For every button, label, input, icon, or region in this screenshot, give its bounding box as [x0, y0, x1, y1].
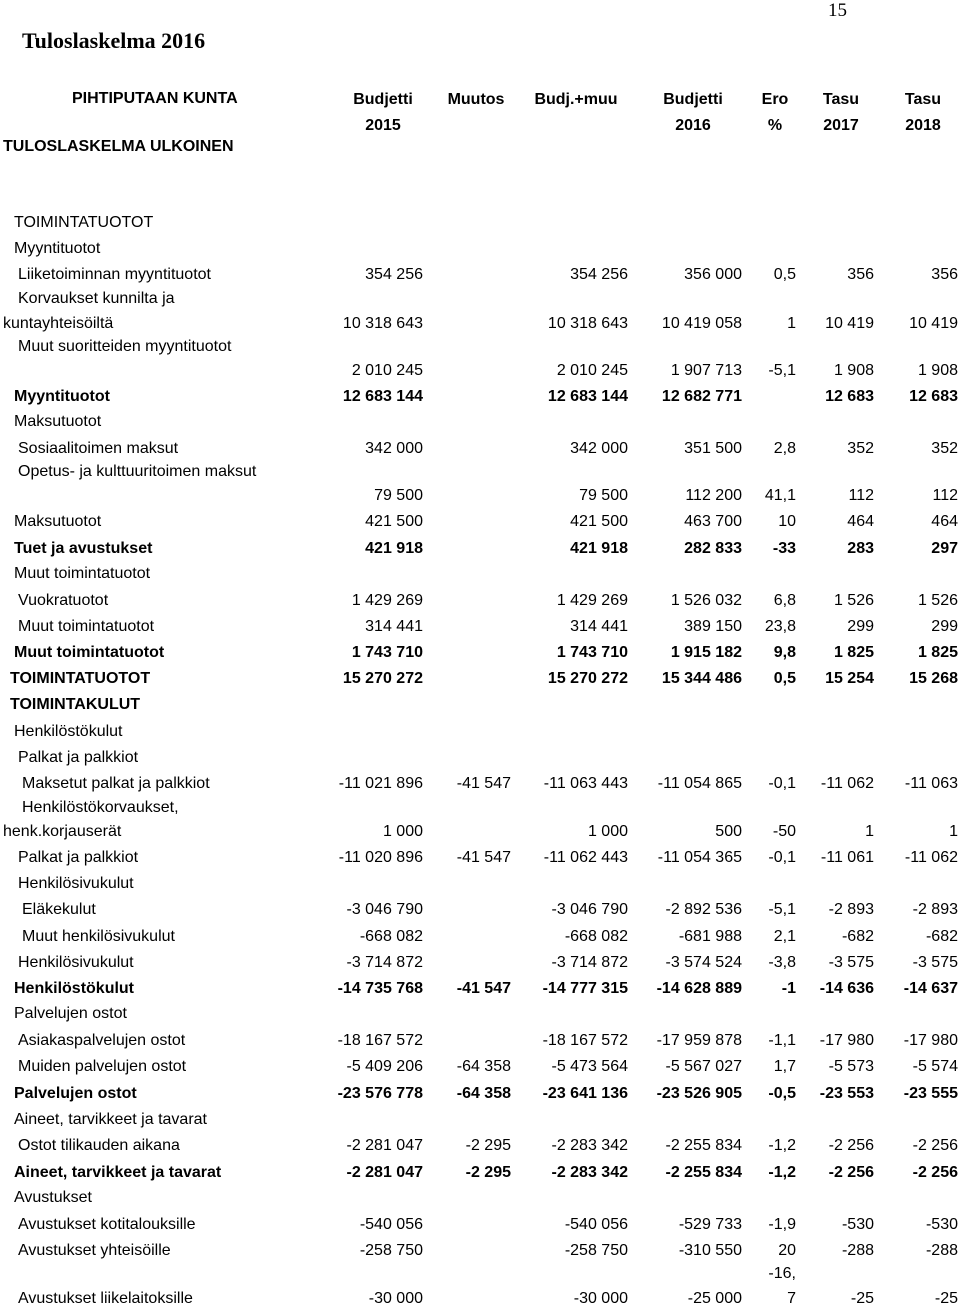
- budjetti-2016-cell: 351 500: [684, 440, 742, 457]
- tasu-2018-cell: -2 256: [912, 1164, 958, 1181]
- tasu-2018-cell: -2 893: [912, 901, 958, 918]
- row-label: Henkilöstökulut: [14, 723, 123, 740]
- ero-percent-cell: 0,5: [773, 266, 796, 283]
- row-label: kuntayhteisöiltä: [3, 315, 114, 332]
- tasu-2018-cell: 352: [931, 440, 958, 457]
- budjetti-2016-cell: -2 255 834: [665, 1164, 742, 1181]
- ero-percent-cell: -3,8: [768, 954, 796, 971]
- budj-muu-cell: 79 500: [579, 487, 628, 504]
- row-label: TOIMINTATUOTOT: [14, 214, 154, 231]
- ero-percent-cell: -16,: [768, 1265, 796, 1282]
- budj-muu-cell: -668 082: [564, 928, 628, 945]
- tasu-2018-cell: -288: [925, 1242, 958, 1259]
- column-header-line1: Muutos: [447, 91, 505, 108]
- tasu-2018-cell: 15 268: [909, 670, 958, 687]
- column-header-line2: 2018: [905, 117, 941, 134]
- tasu-2018-cell: -17 980: [903, 1032, 958, 1049]
- ero-percent-cell: -0,1: [768, 849, 796, 866]
- budjetti-2015-cell: -2 281 047: [346, 1164, 423, 1181]
- column-header-line1: Budjetti: [663, 91, 723, 108]
- row-label: Opetus- ja kulttuuritoimen maksut: [18, 463, 257, 480]
- budjetti-2015-cell: 314 441: [365, 618, 423, 635]
- ero-percent-cell: 2,1: [773, 928, 796, 945]
- ero-percent-cell: -1,2: [768, 1164, 796, 1181]
- budj-muu-cell: -3 714 872: [551, 954, 628, 971]
- budjetti-2015-cell: 421 500: [365, 513, 423, 530]
- muutos-cell: -2 295: [465, 1164, 511, 1181]
- budjetti-2016-cell: -25 000: [687, 1290, 742, 1307]
- budjetti-2015-cell: -23 576 778: [337, 1085, 423, 1102]
- ero-percent-cell: 9,8: [773, 644, 796, 661]
- tasu-2017-cell: -2 256: [828, 1164, 874, 1181]
- tasu-2018-cell: -682: [925, 928, 958, 945]
- muutos-cell: -2 295: [465, 1137, 511, 1154]
- column-header-line1: Tasu: [904, 91, 942, 108]
- budjetti-2016-cell: -2 892 536: [665, 901, 742, 918]
- ero-percent-cell: 23,8: [764, 618, 796, 635]
- budjetti-2016-cell: 15 344 486: [661, 670, 742, 687]
- budjetti-2016-cell: 12 682 771: [661, 388, 742, 405]
- row-label: Aineet, tarvikkeet ja tavarat: [14, 1111, 207, 1128]
- budjetti-2015-cell: -18 167 572: [337, 1032, 423, 1049]
- row-label: Vuokratuotot: [18, 592, 109, 609]
- row-label: Myyntituotot: [14, 388, 110, 405]
- column-header-line1: Budjetti: [353, 91, 413, 108]
- budjetti-2016-cell: 282 833: [684, 540, 742, 557]
- report-name: TULOSLASKELMA ULKOINEN: [3, 138, 234, 155]
- tasu-2017-cell: 352: [847, 440, 874, 457]
- row-label: Henkilöstökulut: [14, 980, 135, 997]
- budj-muu-cell: -5 473 564: [551, 1058, 628, 1075]
- tasu-2017-cell: -11 062: [820, 775, 874, 792]
- tasu-2017-cell: -530: [841, 1216, 874, 1233]
- budj-muu-cell: 1 743 710: [556, 644, 628, 661]
- ero-percent-cell: -1,9: [768, 1216, 796, 1233]
- page-title: Tuloslaskelma 2016: [22, 28, 206, 53]
- tasu-2017-cell: -5 573: [828, 1058, 874, 1075]
- budjetti-2015-cell: 421 918: [365, 540, 423, 557]
- budj-muu-cell: 342 000: [570, 440, 628, 457]
- budj-muu-cell: 1 000: [587, 823, 628, 840]
- budjetti-2015-cell: 12 683 144: [342, 388, 423, 405]
- row-label: TOIMINTATUOTOT: [10, 670, 151, 687]
- row-label: Ostot tilikauden aikana: [18, 1137, 180, 1154]
- budj-muu-cell: -30 000: [573, 1290, 628, 1307]
- budjetti-2015-cell: 10 318 643: [342, 315, 423, 332]
- budjetti-2015-cell: -3 714 872: [346, 954, 423, 971]
- budjetti-2016-cell: 500: [715, 823, 742, 840]
- column-header-line2: %: [767, 117, 783, 134]
- column-header-line2: 2015: [365, 117, 401, 134]
- budj-muu-cell: -18 167 572: [542, 1032, 628, 1049]
- ero-percent-cell: -1,1: [768, 1032, 796, 1049]
- ero-percent-cell: 7: [787, 1290, 796, 1307]
- budjetti-2016-cell: -2 255 834: [665, 1137, 742, 1154]
- budj-muu-cell: -540 056: [564, 1216, 628, 1233]
- tasu-2017-cell: 15 254: [825, 670, 874, 687]
- tasu-2017-cell: 1: [865, 823, 874, 840]
- tasu-2017-cell: -2 256: [828, 1137, 874, 1154]
- budj-muu-cell: -2 283 342: [551, 1164, 628, 1181]
- tasu-2017-cell: 1 825: [833, 644, 874, 661]
- budj-muu-cell: 15 270 272: [547, 670, 628, 687]
- budjetti-2016-cell: -17 959 878: [656, 1032, 742, 1049]
- tasu-2018-cell: -11 063: [904, 775, 958, 792]
- budjetti-2015-cell: -11 021 896: [338, 775, 423, 792]
- tasu-2018-cell: 112: [932, 487, 958, 504]
- row-label: Tuet ja avustukset: [14, 540, 153, 557]
- row-label: Sosiaalitoimen maksut: [18, 440, 179, 457]
- tasu-2018-cell: -530: [925, 1216, 958, 1233]
- budjetti-2016-cell: 1 907 713: [670, 362, 742, 379]
- ero-percent-cell: -1: [781, 980, 796, 997]
- budjetti-2015-cell: 1 429 269: [351, 592, 423, 609]
- column-header-line2: 2017: [823, 117, 859, 134]
- row-label: Avustukset yhteisöille: [18, 1242, 171, 1259]
- budj-muu-cell: 12 683 144: [547, 388, 628, 405]
- tasu-2017-cell: 464: [847, 513, 874, 530]
- row-label: Aineet, tarvikkeet ja tavarat: [14, 1164, 222, 1181]
- budjetti-2016-cell: -14 628 889: [656, 980, 742, 997]
- budj-muu-cell: 1 429 269: [556, 592, 628, 609]
- tasu-2017-cell: -17 980: [819, 1032, 874, 1049]
- tasu-2018-cell: 1 908: [917, 362, 958, 379]
- row-label: henk.korjauserät: [3, 823, 122, 840]
- column-header-line1: Ero: [761, 91, 789, 108]
- ero-percent-cell: 1,7: [773, 1058, 796, 1075]
- tasu-2018-cell: -5 574: [912, 1058, 958, 1075]
- budj-muu-cell: -11 063 443: [543, 775, 628, 792]
- tasu-2018-cell: -2 256: [912, 1137, 958, 1154]
- row-label: Muut suoritteiden myyntituotot: [18, 338, 232, 355]
- tasu-2017-cell: 112: [848, 487, 874, 504]
- tasu-2018-cell: -25: [934, 1290, 958, 1307]
- tasu-2018-cell: 464: [931, 513, 958, 530]
- tasu-2017-cell: -288: [841, 1242, 874, 1259]
- ero-percent-cell: 2,8: [773, 440, 796, 457]
- ero-percent-cell: -1,2: [768, 1137, 796, 1154]
- budj-muu-cell: -14 777 315: [542, 980, 628, 997]
- tasu-2018-cell: -3 575: [912, 954, 958, 971]
- ero-percent-cell: 6,8: [773, 592, 796, 609]
- budjetti-2015-cell: -11 020 896: [338, 849, 423, 866]
- tasu-2017-cell: -2 893: [828, 901, 874, 918]
- budjetti-2015-cell: 15 270 272: [342, 670, 423, 687]
- row-label: Maksetut palkat ja palkkiot: [22, 775, 210, 792]
- ero-percent-cell: 1: [787, 315, 796, 332]
- ero-percent-cell: 10: [778, 513, 796, 530]
- budjetti-2015-cell: 354 256: [365, 266, 423, 283]
- page-number: 15: [828, 0, 847, 21]
- ero-percent-cell: -5,1: [768, 362, 796, 379]
- budj-muu-cell: 2 010 245: [556, 362, 628, 379]
- row-label: Muut henkilösivukulut: [22, 928, 175, 945]
- row-label: Muut toimintatuotot: [18, 618, 155, 635]
- budjetti-2015-cell: -540 056: [359, 1216, 423, 1233]
- budj-muu-cell: -11 062 443: [543, 849, 628, 866]
- budjetti-2015-cell: 79 500: [374, 487, 423, 504]
- row-label: Avustukset kotitalouksille: [18, 1216, 196, 1233]
- tasu-2017-cell: 1 526: [833, 592, 874, 609]
- budjetti-2015-cell: -30 000: [368, 1290, 423, 1307]
- ero-percent-cell: 20: [778, 1242, 796, 1259]
- tasu-2017-cell: -682: [841, 928, 874, 945]
- tasu-2018-cell: 297: [931, 540, 958, 557]
- column-header-line1: Tasu: [822, 91, 860, 108]
- budjetti-2016-cell: 10 419 058: [661, 315, 742, 332]
- budj-muu-cell: -2 283 342: [551, 1137, 628, 1154]
- tasu-2017-cell: 10 419: [825, 315, 874, 332]
- tasu-2018-cell: -14 637: [903, 980, 958, 997]
- row-label: Henkilösivukulut: [18, 875, 134, 892]
- budjetti-2015-cell: -5 409 206: [346, 1058, 423, 1075]
- column-header-line1: Budj.+muu: [534, 91, 618, 108]
- row-label: TOIMINTAKULUT: [10, 696, 141, 713]
- tasu-2017-cell: 283: [847, 540, 874, 557]
- row-label: Henkilöstökorvaukset,: [22, 799, 179, 816]
- budjetti-2015-cell: -668 082: [359, 928, 423, 945]
- budjetti-2016-cell: -529 733: [678, 1216, 742, 1233]
- row-label: Palkat ja palkkiot: [18, 749, 139, 766]
- budjetti-2016-cell: -11 054 865: [657, 775, 742, 792]
- tasu-2017-cell: -11 061: [820, 849, 874, 866]
- budjetti-2016-cell: -681 988: [678, 928, 742, 945]
- row-label: Asiakaspalvelujen ostot: [18, 1032, 186, 1049]
- budjetti-2015-cell: -258 750: [359, 1242, 423, 1259]
- row-label: Palvelujen ostot: [14, 1005, 127, 1022]
- ero-percent-cell: 0,5: [773, 670, 796, 687]
- tasu-2017-cell: -3 575: [828, 954, 874, 971]
- budj-muu-cell: 314 441: [570, 618, 628, 635]
- budjetti-2016-cell: 389 150: [684, 618, 742, 635]
- muutos-cell: -41 547: [456, 980, 511, 997]
- budjetti-2016-cell: -310 550: [678, 1242, 742, 1259]
- tasu-2017-cell: -14 636: [819, 980, 874, 997]
- tasu-2018-cell: -11 062: [904, 849, 958, 866]
- budj-muu-cell: -258 750: [564, 1242, 628, 1259]
- budjetti-2016-cell: 1 915 182: [670, 644, 742, 661]
- budjetti-2015-cell: -3 046 790: [346, 901, 423, 918]
- row-label: Avustukset liikelaitoksille: [18, 1290, 193, 1307]
- column-header-line2: 2016: [675, 117, 711, 134]
- budj-muu-cell: -23 641 136: [542, 1085, 628, 1102]
- budjetti-2015-cell: 1 743 710: [351, 644, 423, 661]
- budj-muu-cell: 354 256: [570, 266, 628, 283]
- tasu-2017-cell: 299: [847, 618, 874, 635]
- muutos-cell: -41 547: [456, 775, 511, 792]
- muutos-cell: -64 358: [456, 1058, 511, 1075]
- row-label: Henkilösivukulut: [18, 954, 134, 971]
- ero-percent-cell: -50: [772, 823, 796, 840]
- budj-muu-cell: 421 500: [570, 513, 628, 530]
- row-label: Liiketoiminnan myyntituotot: [18, 266, 211, 283]
- tasu-2018-cell: 1 825: [917, 644, 958, 661]
- ero-percent-cell: 41,1: [764, 487, 796, 504]
- tasu-2018-cell: 1 526: [917, 592, 958, 609]
- organization-name: PIHTIPUTAAN KUNTA: [72, 90, 238, 107]
- budjetti-2016-cell: 463 700: [684, 513, 742, 530]
- tasu-2017-cell: -25: [850, 1290, 874, 1307]
- budjetti-2015-cell: -14 735 768: [337, 980, 423, 997]
- row-label: Avustukset: [14, 1189, 92, 1206]
- ero-percent-cell: -0,5: [768, 1085, 796, 1102]
- ero-percent-cell: -33: [772, 540, 796, 557]
- budjetti-2016-cell: -5 567 027: [665, 1058, 742, 1075]
- tasu-2017-cell: 356: [847, 266, 874, 283]
- budjetti-2015-cell: 1 000: [382, 823, 423, 840]
- ero-percent-cell: -5,1: [768, 901, 796, 918]
- budjetti-2015-cell: -2 281 047: [346, 1137, 423, 1154]
- budjetti-2016-cell: -11 054 365: [657, 849, 742, 866]
- tasu-2017-cell: -23 553: [819, 1085, 874, 1102]
- muutos-cell: -41 547: [456, 849, 511, 866]
- row-label: Eläkekulut: [22, 901, 96, 918]
- budjetti-2016-cell: -23 526 905: [656, 1085, 742, 1102]
- budj-muu-cell: 10 318 643: [547, 315, 628, 332]
- row-label: Muut toimintatuotot: [14, 644, 165, 661]
- row-label: Palvelujen ostot: [14, 1085, 137, 1102]
- ero-percent-cell: -0,1: [768, 775, 796, 792]
- row-label: Maksutuotot: [14, 413, 102, 430]
- budjetti-2016-cell: -3 574 524: [665, 954, 742, 971]
- budjetti-2016-cell: 356 000: [684, 266, 742, 283]
- budjetti-2016-cell: 112 200: [685, 487, 742, 504]
- budjetti-2015-cell: 342 000: [365, 440, 423, 457]
- budj-muu-cell: 421 918: [570, 540, 628, 557]
- tasu-2018-cell: 10 419: [909, 315, 958, 332]
- row-label: Myyntituotot: [14, 240, 101, 257]
- tasu-2018-cell: 12 683: [909, 388, 958, 405]
- tasu-2018-cell: -23 555: [903, 1085, 958, 1102]
- budjetti-2016-cell: 1 526 032: [670, 592, 742, 609]
- budj-muu-cell: -3 046 790: [551, 901, 628, 918]
- row-label: Korvaukset kunnilta ja: [18, 290, 175, 307]
- row-label: Muiden palvelujen ostot: [18, 1058, 187, 1075]
- tasu-2017-cell: 1 908: [833, 362, 874, 379]
- tasu-2018-cell: 1: [949, 823, 958, 840]
- tasu-2018-cell: 356: [931, 266, 958, 283]
- row-label: Maksutuotot: [14, 513, 102, 530]
- row-label: Muut toimintatuotot: [14, 565, 151, 582]
- row-label: Palkat ja palkkiot: [18, 849, 139, 866]
- tasu-2018-cell: 299: [931, 618, 958, 635]
- tasu-2017-cell: 12 683: [825, 388, 874, 405]
- muutos-cell: -64 358: [456, 1085, 511, 1102]
- budjetti-2015-cell: 2 010 245: [351, 362, 423, 379]
